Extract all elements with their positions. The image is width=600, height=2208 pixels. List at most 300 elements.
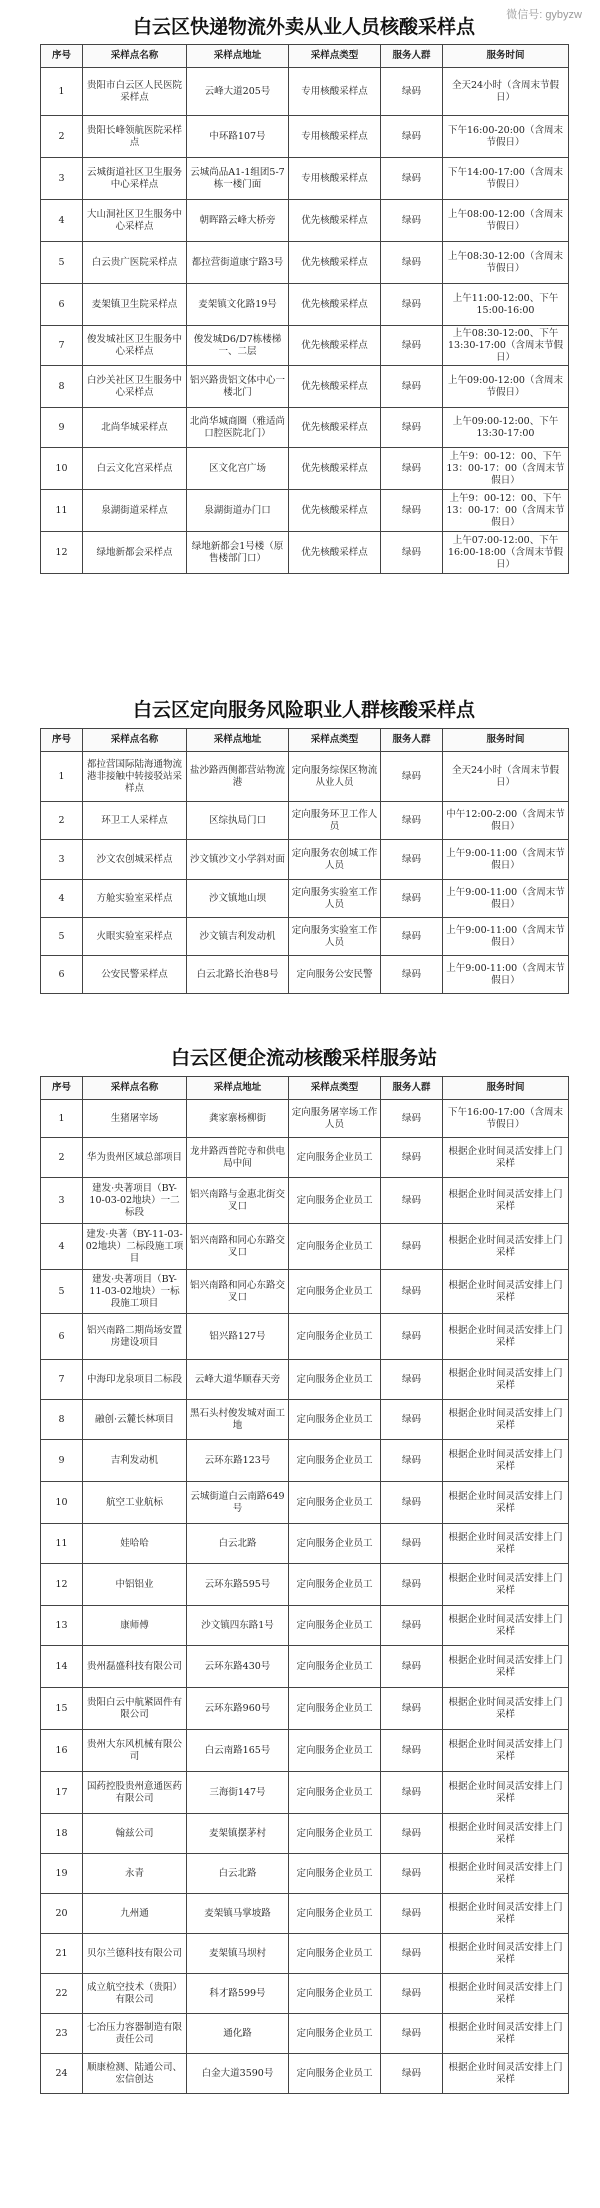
col-group-cell: 绿码 — [381, 408, 443, 448]
col-type-cell: 定向服务企业员工 — [289, 1564, 381, 1606]
col-time-cell: 上午9:00-11:00（含周末节假日） — [443, 880, 569, 918]
col-time-cell: 上午07:00-12:00、下午16:00-18:00（含周末节假日） — [443, 532, 569, 574]
col-address-cell: 北尚华城商圈（雅适尚口腔医院北门） — [187, 408, 289, 448]
table-row — [41, 1440, 569, 1482]
col-type-cell: 优先核酸采样点 — [289, 448, 381, 490]
col-type-cell: 定向服务实验室工作人员 — [289, 918, 381, 956]
col-name-cell: 成立航空技术（贵阳）有限公司 — [83, 1974, 187, 2014]
col-type-cell: 定向服务企业员工 — [289, 1178, 381, 1224]
table-row — [41, 1360, 569, 1400]
table-row — [41, 2054, 569, 2094]
col-type-cell: 定向服务企业员工 — [289, 1688, 381, 1730]
col-group-cell: 绿码 — [381, 532, 443, 574]
col-group-cell: 绿码 — [381, 1854, 443, 1894]
col-name-cell: 贵阳市白云区人民医院采样点 — [83, 68, 187, 116]
col-seq-cell: 3 — [41, 840, 83, 880]
col-type-cell: 定向服务企业员工 — [289, 1646, 381, 1688]
table-row — [41, 956, 569, 994]
col-group-cell: 绿码 — [381, 1224, 443, 1270]
col-seq-cell: 14 — [41, 1646, 83, 1688]
col-time-cell: 下午16:00-20:00（含周末节假日） — [443, 116, 569, 158]
col-type-cell: 定向服务企业员工 — [289, 1772, 381, 1814]
col-type-cell: 专用核酸采样点 — [289, 116, 381, 158]
col-address-cell: 铝兴南路和同心东路交叉口 — [187, 1270, 289, 1314]
col-name-cell: 贵阳白云中航紧固件有限公司 — [83, 1688, 187, 1730]
col-address-cell: 通化路 — [187, 2014, 289, 2054]
col-group-header: 服务人群 — [381, 729, 443, 752]
col-name-cell: 都拉营国际陆海通物流港非接触中转接驳站采样点 — [83, 752, 187, 802]
col-name-cell: 绿地新都会采样点 — [83, 532, 187, 574]
col-group-cell: 绿码 — [381, 1772, 443, 1814]
table-row — [41, 366, 569, 408]
col-group-cell: 绿码 — [381, 1646, 443, 1688]
col-seq-cell: 6 — [41, 956, 83, 994]
col-group-cell: 绿码 — [381, 242, 443, 284]
col-name-cell: 环卫工人采样点 — [83, 802, 187, 840]
col-group-cell: 绿码 — [381, 366, 443, 408]
col-group-cell: 绿码 — [381, 956, 443, 994]
col-address-cell: 铝兴南路和同心东路交叉口 — [187, 1224, 289, 1270]
col-group-header: 服务人群 — [381, 45, 443, 68]
col-type-cell: 定向服务企业员工 — [289, 1606, 381, 1646]
col-address-header: 采样点地址 — [187, 1077, 289, 1100]
col-address-cell: 沙文镇四东路1号 — [187, 1606, 289, 1646]
col-seq-cell: 6 — [41, 1314, 83, 1360]
col-group-cell: 绿码 — [381, 2054, 443, 2094]
col-name-header: 采样点名称 — [83, 45, 187, 68]
col-seq-cell: 16 — [41, 1730, 83, 1772]
col-time-cell: 上午9:00-11:00（含周末节假日） — [443, 918, 569, 956]
col-address-cell: 朝晖路云峰大桥旁 — [187, 200, 289, 242]
col-name-cell: 中海印龙泉项目二标段 — [83, 1360, 187, 1400]
table-row — [41, 802, 569, 840]
col-time-cell: 上午11:00-12:00、下午15:00-16:00 — [443, 284, 569, 326]
col-seq-cell: 7 — [41, 1360, 83, 1400]
col-address-cell: 麦架镇文化路19号 — [187, 284, 289, 326]
col-seq-cell: 1 — [41, 68, 83, 116]
col-seq-cell: 12 — [41, 532, 83, 574]
col-group-cell: 绿码 — [381, 1730, 443, 1772]
col-time-cell: 根据企业时间灵活安排上门采样 — [443, 1772, 569, 1814]
col-group-cell: 绿码 — [381, 158, 443, 200]
col-time-cell: 中午12:00-2:00（含周末节假日） — [443, 802, 569, 840]
col-address-cell: 铝兴南路与金惠北街交叉口 — [187, 1178, 289, 1224]
col-seq-header: 序号 — [41, 1077, 83, 1100]
table-row — [41, 2014, 569, 2054]
col-address-cell: 沙文镇吉利发动机 — [187, 918, 289, 956]
col-time-cell: 根据企业时间灵活安排上门采样 — [443, 1360, 569, 1400]
col-name-cell: 中铝铝业 — [83, 1564, 187, 1606]
col-name-cell: 云城街道社区卫生服务中心采样点 — [83, 158, 187, 200]
col-name-cell: 国药控股贵州意通医药有限公司 — [83, 1772, 187, 1814]
col-name-cell: 大山洞社区卫生服务中心采样点 — [83, 200, 187, 242]
col-group-cell: 绿码 — [381, 1440, 443, 1482]
table-row — [41, 116, 569, 158]
col-type-cell: 定向服务企业员工 — [289, 1360, 381, 1400]
col-name-cell: 麦架镇卫生院采样点 — [83, 284, 187, 326]
table-row — [41, 1646, 569, 1688]
col-time-cell: 根据企业时间灵活安排上门采样 — [443, 1314, 569, 1360]
col-seq-cell: 1 — [41, 752, 83, 802]
table-row — [41, 1314, 569, 1360]
col-time-cell: 根据企业时间灵活安排上门采样 — [443, 1854, 569, 1894]
col-name-cell: 七冶压力容器制造有限责任公司 — [83, 2014, 187, 2054]
col-name-cell: 建发·央著项目（BY-11-03-02地块）一标段施工项目 — [83, 1270, 187, 1314]
col-type-cell: 定向服务企业员工 — [289, 1934, 381, 1974]
col-time-cell: 上午09:00-12:00（含周末节假日） — [443, 366, 569, 408]
col-time-cell: 上午08:00-12:00（含周末节假日） — [443, 200, 569, 242]
col-type-cell: 优先核酸采样点 — [289, 532, 381, 574]
col-time-cell: 根据企业时间灵活安排上门采样 — [443, 1224, 569, 1270]
col-seq-cell: 12 — [41, 1564, 83, 1606]
col-name-cell: 铝兴南路二期尚场安置房建设项目 — [83, 1314, 187, 1360]
col-time-cell: 上午09:00-12:00、下午13:30-17:00 — [443, 408, 569, 448]
col-seq-cell: 8 — [41, 1400, 83, 1440]
col-name-cell: 翰兹公司 — [83, 1814, 187, 1854]
col-time-cell: 根据企业时间灵活安排上门采样 — [443, 1482, 569, 1524]
col-time-cell: 上午08:30-12:00、下午13:30-17:00（含周末节假日） — [443, 326, 569, 366]
table-row — [41, 1772, 569, 1814]
section-delivery-workers — [40, 10, 568, 574]
table-row — [41, 1482, 569, 1524]
col-type-cell: 专用核酸采样点 — [289, 158, 381, 200]
col-seq-header: 序号 — [41, 729, 83, 752]
col-seq-cell: 2 — [41, 1138, 83, 1178]
table-row — [41, 1730, 569, 1772]
col-group-cell: 绿码 — [381, 918, 443, 956]
col-group-cell: 绿码 — [381, 1606, 443, 1646]
col-time-cell: 根据企业时间灵活安排上门采样 — [443, 1730, 569, 1772]
col-type-cell: 定向服务企业员工 — [289, 2014, 381, 2054]
col-type-cell: 优先核酸采样点 — [289, 490, 381, 532]
col-type-cell: 定向服务企业员工 — [289, 1974, 381, 2014]
col-time-cell: 根据企业时间灵活安排上门采样 — [443, 1934, 569, 1974]
col-time-header: 服务时间 — [443, 45, 569, 68]
col-name-cell: 贵阳长峰领航医院采样点 — [83, 116, 187, 158]
col-type-cell: 优先核酸采样点 — [289, 408, 381, 448]
col-seq-cell: 17 — [41, 1772, 83, 1814]
table-row — [41, 448, 569, 490]
col-group-cell: 绿码 — [381, 1138, 443, 1178]
col-group-cell: 绿码 — [381, 68, 443, 116]
section-title: 白云区快递物流外卖从业人员核酸采样点 — [132, 16, 475, 38]
table-row — [41, 1270, 569, 1314]
col-name-cell: 娃哈哈 — [83, 1524, 187, 1564]
col-seq-cell: 20 — [41, 1894, 83, 1934]
col-group-cell: 绿码 — [381, 116, 443, 158]
table-row — [41, 1138, 569, 1178]
table-row — [41, 1524, 569, 1564]
col-name-cell: 贝尔兰德科技有限公司 — [83, 1934, 187, 1974]
col-time-cell: 上午9:00-11:00（含周末节假日） — [443, 840, 569, 880]
col-seq-cell: 2 — [41, 802, 83, 840]
col-type-cell: 定向服务企业员工 — [289, 1270, 381, 1314]
col-name-cell: 方舱实验室采样点 — [83, 880, 187, 918]
col-time-cell: 根据企业时间灵活安排上门采样 — [443, 1270, 569, 1314]
col-group-cell: 绿码 — [381, 200, 443, 242]
col-type-cell: 定向服务企业员工 — [289, 1854, 381, 1894]
col-time-cell: 根据企业时间灵活安排上门采样 — [443, 1688, 569, 1730]
col-group-cell: 绿码 — [381, 1482, 443, 1524]
col-address-cell: 沙文镇地山坝 — [187, 880, 289, 918]
table-row — [41, 408, 569, 448]
col-group-cell: 绿码 — [381, 1360, 443, 1400]
table-row — [41, 284, 569, 326]
col-time-cell: 根据企业时间灵活安排上门采样 — [443, 2014, 569, 2054]
col-name-cell: 火眼实验室采样点 — [83, 918, 187, 956]
col-type-cell: 定向服务企业员工 — [289, 1482, 381, 1524]
table-row — [41, 840, 569, 880]
col-seq-cell: 10 — [41, 448, 83, 490]
table-row — [41, 68, 569, 116]
col-seq-cell: 3 — [41, 1178, 83, 1224]
col-group-cell: 绿码 — [381, 752, 443, 802]
col-type-cell: 定向服务企业员工 — [289, 1894, 381, 1934]
col-seq-cell: 4 — [41, 880, 83, 918]
col-address-cell: 都拉营街道康宁路3号 — [187, 242, 289, 284]
col-name-header: 采样点名称 — [83, 1077, 187, 1100]
table-row — [41, 1178, 569, 1224]
col-seq-cell: 22 — [41, 1974, 83, 2014]
col-address-cell: 中环路107号 — [187, 116, 289, 158]
col-type-header: 采样点类型 — [289, 45, 381, 68]
header-row — [41, 729, 569, 752]
col-name-cell: 贵州大东风机械有限公司 — [83, 1730, 187, 1772]
header-row — [41, 1077, 569, 1100]
col-type-cell: 定向服务企业员工 — [289, 2054, 381, 2094]
col-time-cell: 根据企业时间灵活安排上门采样 — [443, 1524, 569, 1564]
col-type-cell: 定向服务企业员工 — [289, 1730, 381, 1772]
col-type-cell: 定向服务企业员工 — [289, 1138, 381, 1178]
col-name-cell: 贵州磊盛科技有限公司 — [83, 1646, 187, 1688]
table-row — [41, 326, 569, 366]
col-seq-cell: 2 — [41, 116, 83, 158]
col-seq-cell: 19 — [41, 1854, 83, 1894]
col-name-cell: 融创·云麓长林项目 — [83, 1400, 187, 1440]
col-seq-cell: 10 — [41, 1482, 83, 1524]
table-row — [41, 880, 569, 918]
section-enterprise-mobile — [40, 1040, 568, 2094]
col-group-cell: 绿码 — [381, 326, 443, 366]
col-seq-cell: 4 — [41, 200, 83, 242]
col-name-cell: 泉湖街道采样点 — [83, 490, 187, 532]
col-address-cell: 云峰大道华顺春天旁 — [187, 1360, 289, 1400]
table-row — [41, 1814, 569, 1854]
col-group-cell: 绿码 — [381, 1100, 443, 1138]
col-name-cell: 顺康检测、陆通公司、宏信创达 — [83, 2054, 187, 2094]
header-row — [41, 45, 569, 68]
table-row — [41, 1100, 569, 1138]
col-name-cell: 北尚华城采样点 — [83, 408, 187, 448]
col-type-cell: 定向服务综保区物流从业人员 — [289, 752, 381, 802]
col-group-cell: 绿码 — [381, 1564, 443, 1606]
col-address-cell: 云城尚品A1-1组团5-7栋一楼门面 — [187, 158, 289, 200]
col-seq-cell: 18 — [41, 1814, 83, 1854]
table-row — [41, 1224, 569, 1270]
col-seq-cell: 24 — [41, 2054, 83, 2094]
col-address-cell: 云环东路430号 — [187, 1646, 289, 1688]
col-seq-cell: 21 — [41, 1934, 83, 1974]
col-address-cell: 白云南路165号 — [187, 1730, 289, 1772]
col-name-cell: 公安民警采样点 — [83, 956, 187, 994]
col-group-cell: 绿码 — [381, 1688, 443, 1730]
table-row — [41, 158, 569, 200]
col-group-cell: 绿码 — [381, 1814, 443, 1854]
table-row — [41, 1894, 569, 1934]
col-seq-cell: 7 — [41, 326, 83, 366]
col-address-cell: 区文化宫广场 — [187, 448, 289, 490]
col-name-cell: 白沙关社区卫生服务中心采样点 — [83, 366, 187, 408]
col-type-cell: 定向服务农创城工作人员 — [289, 840, 381, 880]
col-group-cell: 绿码 — [381, 1974, 443, 2014]
col-address-cell: 科才路599号 — [187, 1974, 289, 2014]
col-address-cell: 盐沙路西侧都营站物流港 — [187, 752, 289, 802]
col-name-header: 采样点名称 — [83, 729, 187, 752]
col-type-cell: 定向服务企业员工 — [289, 1524, 381, 1564]
col-group-cell: 绿码 — [381, 840, 443, 880]
col-time-header: 服务时间 — [443, 729, 569, 752]
col-group-cell: 绿码 — [381, 1934, 443, 1974]
col-seq-cell: 4 — [41, 1224, 83, 1270]
col-seq-cell: 11 — [41, 490, 83, 532]
col-address-cell: 俊发城D6/D7栋楼梯一、二层 — [187, 326, 289, 366]
col-address-cell: 云城街道白云南路649号 — [187, 1482, 289, 1524]
table-row — [41, 918, 569, 956]
table-row — [41, 1934, 569, 1974]
section-risk-occupation — [40, 692, 568, 994]
col-time-cell: 上午9:00-11:00（含周末节假日） — [443, 956, 569, 994]
col-group-cell: 绿码 — [381, 490, 443, 532]
col-name-cell: 白云文化宫采样点 — [83, 448, 187, 490]
col-address-cell: 三海街147号 — [187, 1772, 289, 1814]
col-address-cell: 云环东路960号 — [187, 1688, 289, 1730]
col-group-cell: 绿码 — [381, 880, 443, 918]
col-group-cell: 绿码 — [381, 1894, 443, 1934]
col-address-cell: 龙井路西普陀寺和供电局中间 — [187, 1138, 289, 1178]
col-name-cell: 建发·央著项目（BY-10-03-02地块）一二标段 — [83, 1178, 187, 1224]
sampling-table — [40, 44, 569, 574]
col-seq-cell: 5 — [41, 918, 83, 956]
col-time-cell: 根据企业时间灵活安排上门采样 — [443, 1894, 569, 1934]
col-type-cell: 专用核酸采样点 — [289, 68, 381, 116]
col-type-cell: 定向服务企业员工 — [289, 1814, 381, 1854]
col-group-cell: 绿码 — [381, 1178, 443, 1224]
col-address-cell: 泉湖街道办门口 — [187, 490, 289, 532]
col-seq-cell: 6 — [41, 284, 83, 326]
sampling-table — [40, 728, 569, 994]
col-group-cell: 绿码 — [381, 448, 443, 490]
col-seq-cell: 1 — [41, 1100, 83, 1138]
col-seq-cell: 13 — [41, 1606, 83, 1646]
col-name-cell: 生猪屠宰场 — [83, 1100, 187, 1138]
col-name-cell: 沙文农创城采样点 — [83, 840, 187, 880]
col-type-cell: 定向服务屠宰场工作人员 — [289, 1100, 381, 1138]
col-type-cell: 优先核酸采样点 — [289, 242, 381, 284]
col-seq-cell: 9 — [41, 1440, 83, 1482]
col-type-cell: 定向服务企业员工 — [289, 1224, 381, 1270]
col-time-cell: 根据企业时间灵活安排上门采样 — [443, 1606, 569, 1646]
col-address-cell: 麦架镇马掌坡路 — [187, 1894, 289, 1934]
col-address-cell: 麦架镇摆茅村 — [187, 1814, 289, 1854]
col-time-cell: 上午9：00-12：00、下午13：00-17：00（含周末节假日） — [443, 490, 569, 532]
col-time-cell: 根据企业时间灵活安排上门采样 — [443, 1814, 569, 1854]
col-group-cell: 绿码 — [381, 802, 443, 840]
table-row — [41, 200, 569, 242]
col-type-cell: 优先核酸采样点 — [289, 366, 381, 408]
col-seq-header: 序号 — [41, 45, 83, 68]
col-name-cell: 俊发城社区卫生服务中心采样点 — [83, 326, 187, 366]
col-address-header: 采样点地址 — [187, 729, 289, 752]
table-row — [41, 1854, 569, 1894]
col-name-cell: 永青 — [83, 1854, 187, 1894]
col-time-cell: 根据企业时间灵活安排上门采样 — [443, 1646, 569, 1688]
section-title: 白云区便企流动核酸采样服务站 — [170, 1047, 437, 1069]
col-address-cell: 麦架镇马坝村 — [187, 1934, 289, 1974]
col-type-cell: 优先核酸采样点 — [289, 326, 381, 366]
table-row — [41, 1688, 569, 1730]
col-time-cell: 上午9：00-12：00、下午13：00-17：00（含周末节假日） — [443, 448, 569, 490]
table-row — [41, 1400, 569, 1440]
col-seq-cell: 5 — [41, 1270, 83, 1314]
table-row — [41, 532, 569, 574]
col-address-cell: 云环东路123号 — [187, 1440, 289, 1482]
col-seq-cell: 15 — [41, 1688, 83, 1730]
col-time-cell: 上午08:30-12:00（含周末节假日） — [443, 242, 569, 284]
col-address-cell: 绿地新都会1号楼（原售楼部门口） — [187, 532, 289, 574]
col-address-cell: 龚家寨杨柳街 — [187, 1100, 289, 1138]
col-name-cell: 航空工业航标 — [83, 1482, 187, 1524]
table-row — [41, 490, 569, 532]
col-time-header: 服务时间 — [443, 1077, 569, 1100]
section-title: 白云区定向服务风险职业人群核酸采样点 — [132, 699, 475, 721]
col-address-header: 采样点地址 — [187, 45, 289, 68]
col-type-cell: 定向服务企业员工 — [289, 1314, 381, 1360]
table-row — [41, 1974, 569, 2014]
col-time-cell: 根据企业时间灵活安排上门采样 — [443, 1974, 569, 2014]
table-row — [41, 752, 569, 802]
col-time-cell: 根据企业时间灵活安排上门采样 — [443, 1138, 569, 1178]
col-type-cell: 定向服务企业员工 — [289, 1440, 381, 1482]
col-address-cell: 黑石头村俊发城对面工地 — [187, 1400, 289, 1440]
col-group-cell: 绿码 — [381, 1270, 443, 1314]
col-time-cell: 下午16:00-17:00（含周末节假日） — [443, 1100, 569, 1138]
col-seq-cell: 3 — [41, 158, 83, 200]
col-seq-cell: 9 — [41, 408, 83, 448]
table-row — [41, 242, 569, 284]
col-address-cell: 沙文镇沙文小学斜对面 — [187, 840, 289, 880]
col-type-header: 采样点类型 — [289, 1077, 381, 1100]
col-address-cell: 白云北路 — [187, 1524, 289, 1564]
col-time-cell: 全天24小时（含周末节假日） — [443, 68, 569, 116]
col-time-cell: 根据企业时间灵活安排上门采样 — [443, 2054, 569, 2094]
col-time-cell: 下午14:00-17:00（含周末节假日） — [443, 158, 569, 200]
sampling-table — [40, 1076, 569, 2094]
col-type-header: 采样点类型 — [289, 729, 381, 752]
col-group-cell: 绿码 — [381, 1524, 443, 1564]
col-name-cell: 九州通 — [83, 1894, 187, 1934]
col-seq-cell: 8 — [41, 366, 83, 408]
col-group-cell: 绿码 — [381, 284, 443, 326]
col-type-cell: 定向服务公安民警 — [289, 956, 381, 994]
col-name-cell: 康师傅 — [83, 1606, 187, 1646]
col-type-cell: 定向服务实验室工作人员 — [289, 880, 381, 918]
col-time-cell: 根据企业时间灵活安排上门采样 — [443, 1178, 569, 1224]
col-group-header: 服务人群 — [381, 1077, 443, 1100]
col-name-cell: 白云贵广医院采样点 — [83, 242, 187, 284]
col-address-cell: 云峰大道205号 — [187, 68, 289, 116]
col-group-cell: 绿码 — [381, 1314, 443, 1360]
col-address-cell: 铝兴路127号 — [187, 1314, 289, 1360]
